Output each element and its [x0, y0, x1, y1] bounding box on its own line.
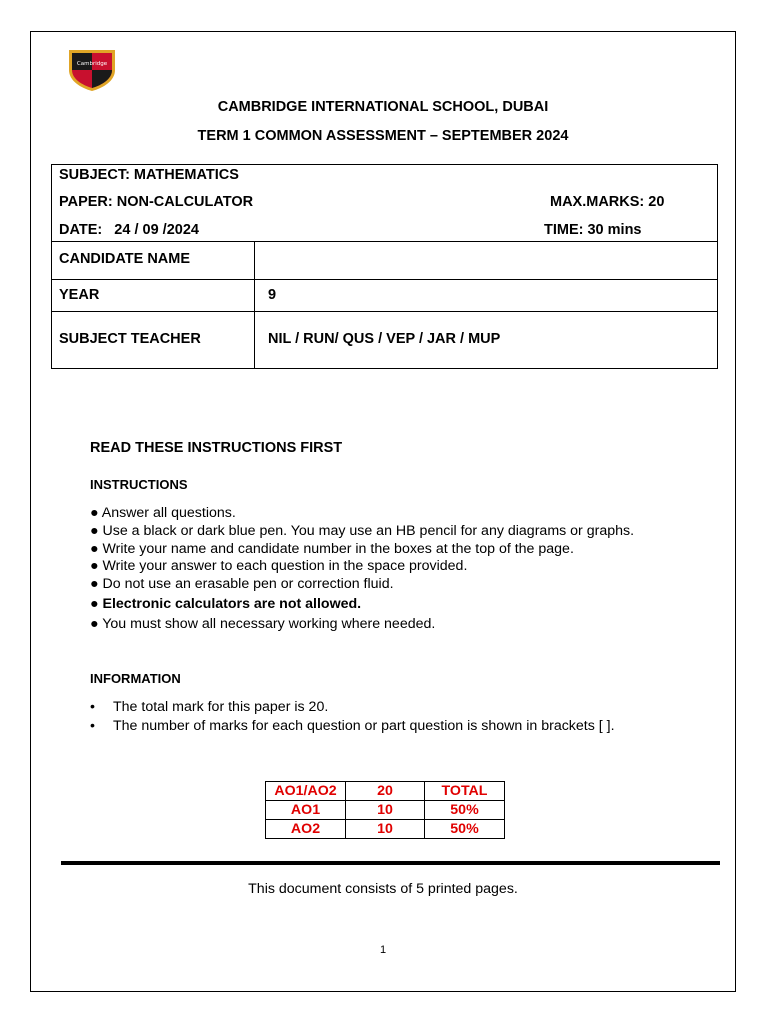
divider — [52, 241, 717, 242]
time-label: TIME: 30 mins — [544, 222, 642, 238]
table-cell: AO1/AO2 — [266, 782, 346, 801]
information-heading: INFORMATION — [90, 671, 181, 686]
column-divider — [254, 241, 255, 368]
subject-label: SUBJECT: MATHEMATICS — [59, 167, 239, 183]
table-row — [266, 782, 505, 801]
bullet-icon: • — [90, 718, 95, 734]
page-count-note: This document consists of 5 printed pages. — [248, 881, 518, 897]
table-cell: 50% — [425, 820, 505, 839]
horizontal-rule — [61, 861, 720, 865]
table-cell: AO2 — [266, 820, 346, 839]
instruction-item: ● Use a black or dark blue pen. You may use an HB pencil for any diagrams or graphs. — [90, 522, 635, 539]
bullet-icon: • — [90, 699, 95, 715]
subject-teacher-label: SUBJECT TEACHER — [59, 331, 201, 347]
year-label: YEAR — [59, 287, 100, 303]
instruction-item: ● Write your name and candidate number in the boxes at the top of the page. — [90, 540, 574, 557]
table-cell: 50% — [425, 801, 505, 820]
information-item — [90, 698, 615, 717]
page-number: 1 — [379, 944, 387, 956]
divider — [52, 279, 717, 280]
instruction-item: ● Answer all questions. — [90, 505, 236, 521]
information-list — [90, 698, 615, 736]
candidate-info-box — [51, 164, 718, 369]
table-cell: TOTAL — [425, 782, 505, 801]
table-row — [266, 820, 505, 839]
subject-teacher-value: NIL / RUN/ QUS / VEP / JAR / MUP — [268, 331, 501, 347]
table-cell: AO1 — [266, 801, 346, 820]
school-name: CAMBRIDGE INTERNATIONAL SCHOOL, DUBAI — [217, 99, 549, 115]
instruction-item: ● Write your answer to each question in the space provided. — [90, 558, 468, 575]
instructions-heading: INSTRUCTIONS — [90, 477, 188, 492]
table-cell: 10 — [346, 820, 425, 839]
assessment-title: TERM 1 COMMON ASSESSMENT – SEPTEMBER 2024 — [197, 128, 569, 144]
information-text: The total mark for this paper is 20. — [113, 699, 329, 715]
read-instructions-heading: READ THESE INSTRUCTIONS FIRST — [90, 440, 343, 456]
date-label: DATE: 24 / 09 /2024 — [59, 222, 199, 238]
instruction-item: ● You must show all necessary working where needed. — [90, 615, 436, 632]
school-crest-logo — [67, 48, 117, 92]
assessment-objectives-table — [265, 781, 505, 839]
logo-text: Cambridge — [76, 61, 108, 67]
instruction-item: ● Do not use an erasable pen or correction fluid. — [90, 576, 394, 593]
instructions-list — [90, 505, 634, 634]
table-cell: 10 — [346, 801, 425, 820]
table-row — [266, 801, 505, 820]
table-cell: 20 — [346, 782, 425, 801]
candidate-name-label: CANDIDATE NAME — [59, 251, 191, 267]
instruction-item: ● Electronic calculators are not allowed. — [90, 595, 362, 612]
information-item — [90, 717, 615, 736]
paper-label: PAPER: NON-CALCULATOR — [59, 194, 254, 210]
year-value: 9 — [268, 287, 277, 303]
information-text: The number of marks for each question or part question is shown in brackets [ ]. — [113, 718, 615, 734]
divider — [52, 311, 717, 312]
max-marks-label: MAX.MARKS: 20 — [550, 194, 665, 210]
